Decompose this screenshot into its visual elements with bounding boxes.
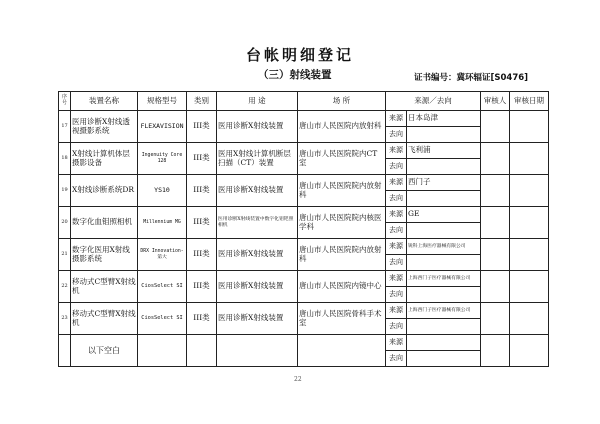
cell-place: 唐山市人民医院内放射科 bbox=[298, 111, 386, 143]
cell-category: III类 bbox=[187, 271, 217, 303]
cell-name: X射线计算机体层摄影设备 bbox=[71, 143, 138, 175]
source-label: 来源 bbox=[386, 271, 407, 287]
cell-model: CiosSelect SI bbox=[138, 303, 187, 335]
cell-source: 上海西门子医疗器械有限公司 bbox=[407, 271, 481, 287]
cell-model: YS10 bbox=[138, 175, 187, 207]
cell-seq: 23 bbox=[59, 303, 71, 335]
cell-place: 唐山市人民医院院内放射科 bbox=[298, 175, 386, 207]
cell-seq: 18 bbox=[59, 143, 71, 175]
header-flow: 来源／去向 bbox=[386, 92, 481, 111]
cell-seq: 20 bbox=[59, 207, 71, 239]
header-use: 用 途 bbox=[217, 92, 298, 111]
table-row bbox=[59, 111, 549, 127]
cell-model: CiosSelect SI bbox=[138, 271, 187, 303]
page-title: 台帐明细登记 bbox=[245, 46, 354, 64]
cell-dest bbox=[407, 287, 481, 303]
cell-audit-date bbox=[510, 335, 549, 367]
cell-model bbox=[138, 335, 187, 367]
cell-use: 医用诊断X射线装置中数字化钼钯照相机 bbox=[217, 207, 298, 239]
header-audit-date: 审核日期 bbox=[510, 92, 549, 111]
cell-dest bbox=[407, 223, 481, 239]
cell-category: III类 bbox=[187, 143, 217, 175]
cell-category: III类 bbox=[187, 175, 217, 207]
cell-place: 唐山市人民医院院内放射科 bbox=[298, 239, 386, 271]
cell-audit-date bbox=[510, 271, 549, 303]
cell-name: 移动式C型臂X射线机 bbox=[71, 303, 138, 335]
certificate-value: 冀环辐证[S0476] bbox=[456, 73, 529, 83]
cell-use bbox=[217, 335, 298, 367]
table-row bbox=[59, 143, 549, 159]
dest-label: 去向 bbox=[386, 287, 407, 303]
cell-dest bbox=[407, 319, 481, 335]
dest-label: 去向 bbox=[386, 159, 407, 175]
cell-category: III类 bbox=[187, 303, 217, 335]
cell-name: 数字化血钼照相机 bbox=[71, 207, 138, 239]
header-name: 装置名称 bbox=[71, 92, 138, 111]
cell-auditor bbox=[481, 207, 510, 239]
cell-auditor bbox=[481, 111, 510, 143]
cell-source bbox=[407, 335, 481, 351]
certificate-label: 证书编号： bbox=[414, 73, 457, 83]
cell-dest bbox=[407, 255, 481, 271]
cell-audit-date bbox=[510, 143, 549, 175]
header-seq: 序号 bbox=[59, 92, 71, 111]
cell-category bbox=[187, 335, 217, 367]
dest-label: 去向 bbox=[386, 223, 407, 239]
cell-source: GE bbox=[407, 207, 481, 223]
cell-name: 医用诊断X射线透视摄影系统 bbox=[71, 111, 138, 143]
cell-place: 唐山市人民医院内镜中心 bbox=[298, 271, 386, 303]
table-row bbox=[59, 335, 549, 351]
cell-source: 飞利浦 bbox=[407, 143, 481, 159]
cell-name: 移动式C型臂X射线机 bbox=[71, 271, 138, 303]
cell-source: 锐科上海医疗器械有限公司 bbox=[407, 239, 481, 255]
header-place: 场 所 bbox=[298, 92, 386, 111]
cell-seq: 21 bbox=[59, 239, 71, 271]
cell-model: Millennium MG bbox=[138, 207, 187, 239]
source-label: 来源 bbox=[386, 239, 407, 255]
cell-category: III类 bbox=[187, 239, 217, 271]
cell-seq: 19 bbox=[59, 175, 71, 207]
certificate-number bbox=[414, 71, 528, 83]
cell-name: X射线诊断系统DR bbox=[71, 175, 138, 207]
cell-auditor bbox=[481, 143, 510, 175]
cell-use: 医用X射线计算机断层扫描（CT）装置 bbox=[217, 143, 298, 175]
cell-seq bbox=[59, 335, 71, 367]
table-row bbox=[59, 175, 549, 191]
cell-source: 日本岛津 bbox=[407, 111, 481, 127]
cell-source: 上海西门子医疗器械有限公司 bbox=[407, 303, 481, 319]
table-row bbox=[59, 207, 549, 223]
cell-name: 以下空白 bbox=[71, 335, 138, 367]
cell-place: 唐山市人民医院院内核医学科 bbox=[298, 207, 386, 239]
cell-auditor bbox=[481, 335, 510, 367]
dest-label: 去向 bbox=[386, 255, 407, 271]
header-auditor: 审核人 bbox=[481, 92, 510, 111]
cell-audit-date bbox=[510, 175, 549, 207]
cell-dest bbox=[407, 191, 481, 207]
cell-auditor bbox=[481, 303, 510, 335]
cell-use: 医用诊断X射线装置 bbox=[217, 303, 298, 335]
cell-auditor bbox=[481, 175, 510, 207]
header-category: 类别 bbox=[187, 92, 217, 111]
table-row bbox=[59, 271, 549, 287]
source-label: 来源 bbox=[386, 143, 407, 159]
cell-use: 医用诊断X射线装置 bbox=[217, 111, 298, 143]
cell-use: 医用诊断X射线装置 bbox=[217, 175, 298, 207]
cell-audit-date bbox=[510, 239, 549, 271]
header-model: 规格型号 bbox=[138, 92, 187, 111]
source-label: 来源 bbox=[386, 303, 407, 319]
cell-category: III类 bbox=[187, 111, 217, 143]
cell-dest bbox=[407, 351, 481, 367]
cell-seq: 17 bbox=[59, 111, 71, 143]
cell-use: 医用诊断X射线装置 bbox=[217, 239, 298, 271]
cell-auditor bbox=[481, 239, 510, 271]
cell-source: 西门子 bbox=[407, 175, 481, 191]
source-label: 来源 bbox=[386, 111, 407, 127]
dest-label: 去向 bbox=[386, 351, 407, 367]
cell-model: FLEXAVISION bbox=[138, 111, 187, 143]
page-number: 22 bbox=[294, 376, 302, 383]
cell-model: Ingenuity Core 128 bbox=[138, 143, 187, 175]
dest-label: 去向 bbox=[386, 127, 407, 143]
cell-model: DRX Innovation-第大 bbox=[138, 239, 187, 271]
table-row bbox=[59, 239, 549, 255]
cell-name: 数字化医用X射线摄影系统 bbox=[71, 239, 138, 271]
cell-place bbox=[298, 335, 386, 367]
cell-dest bbox=[407, 127, 481, 143]
cell-audit-date bbox=[510, 207, 549, 239]
table-header-row bbox=[59, 92, 549, 111]
cell-audit-date bbox=[510, 111, 549, 143]
cell-place: 唐山市人民医院院内CT室 bbox=[298, 143, 386, 175]
cell-place: 唐山市人民医院骨科手术室 bbox=[298, 303, 386, 335]
dest-label: 去向 bbox=[386, 191, 407, 207]
cell-auditor bbox=[481, 271, 510, 303]
section-subtitle: （三）射线装置 bbox=[258, 69, 332, 81]
source-label: 来源 bbox=[386, 175, 407, 191]
source-label: 来源 bbox=[386, 207, 407, 223]
dest-label: 去向 bbox=[386, 319, 407, 335]
cell-dest bbox=[407, 159, 481, 175]
cell-category: III类 bbox=[187, 207, 217, 239]
cell-use: 医用诊断X射线装置 bbox=[217, 271, 298, 303]
table-row bbox=[59, 303, 549, 319]
cell-audit-date bbox=[510, 303, 549, 335]
ledger-table bbox=[58, 91, 549, 367]
source-label: 来源 bbox=[386, 335, 407, 351]
cell-seq: 22 bbox=[59, 271, 71, 303]
